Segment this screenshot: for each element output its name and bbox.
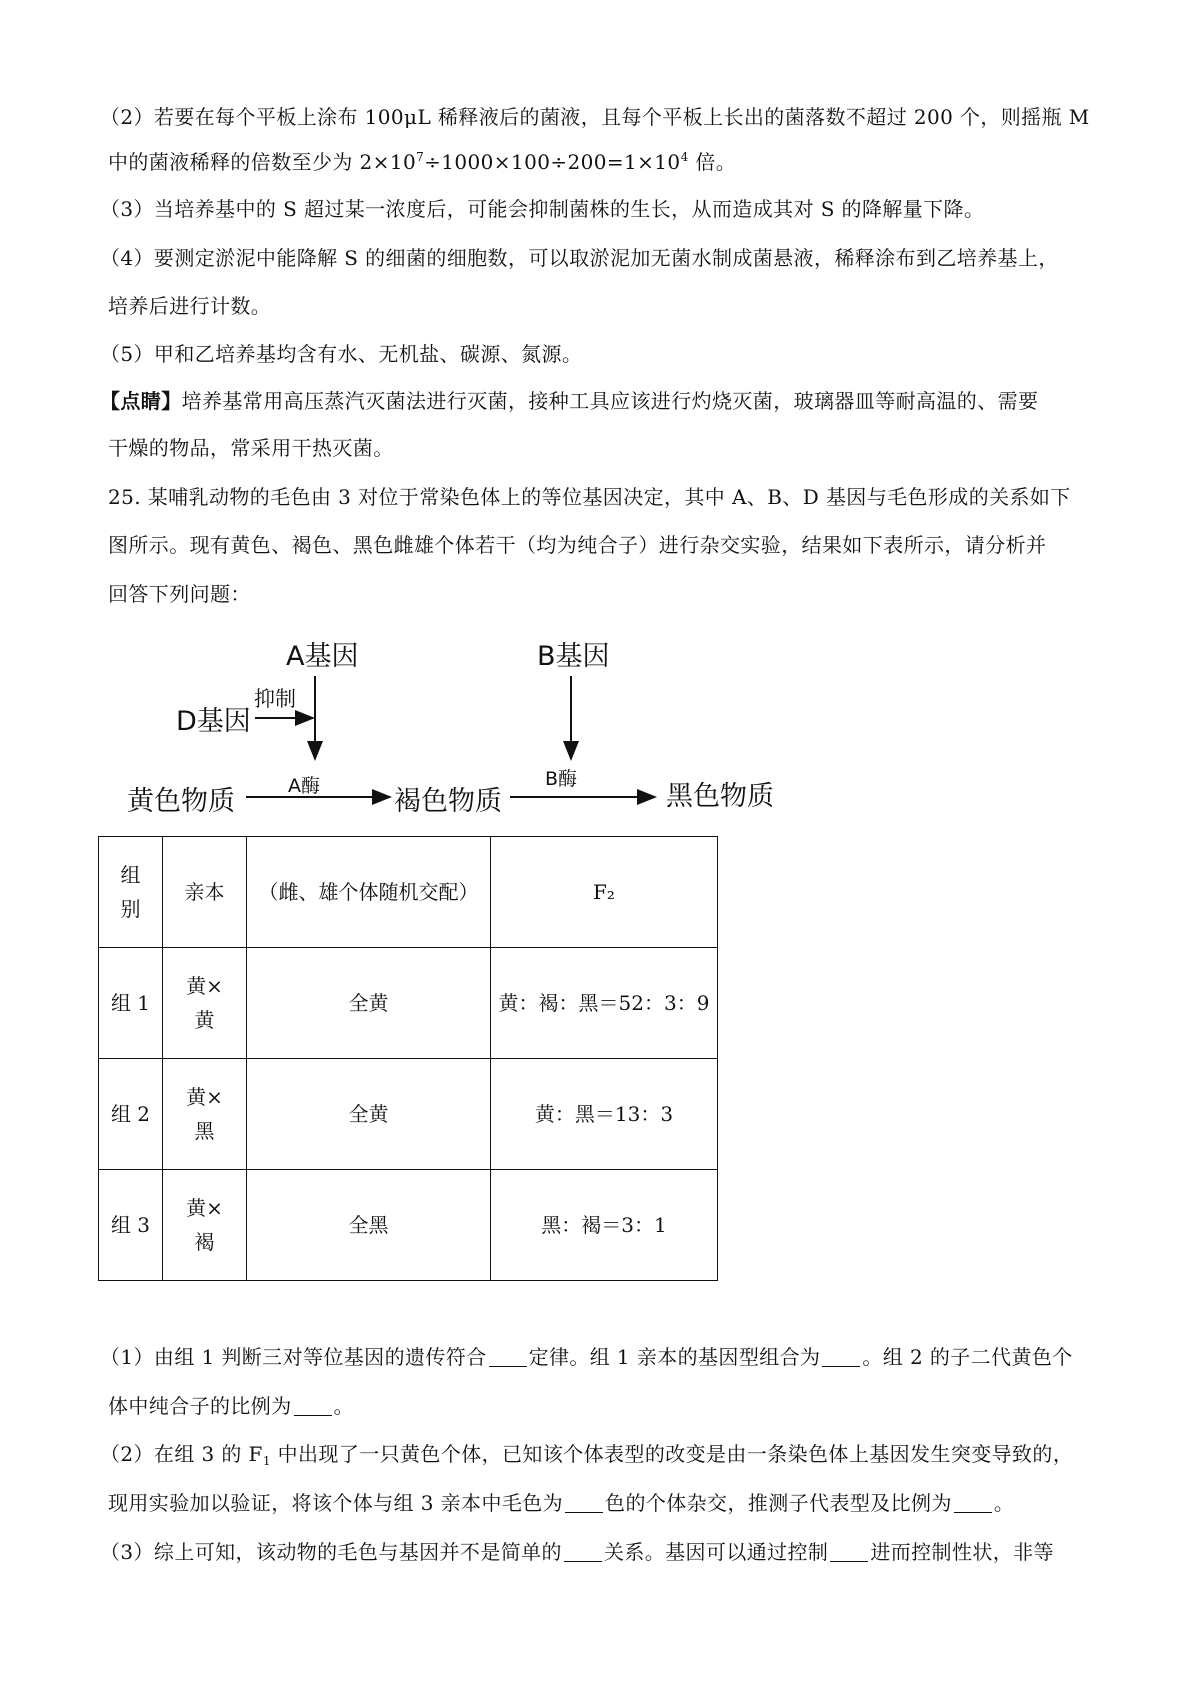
table-header-row: [99, 837, 718, 948]
q1-text-e: 。: [333, 1394, 355, 1418]
q3-text-c: 进而控制性状，非等: [870, 1540, 1054, 1564]
q2-text-a: （2）在组 3 的 F: [100, 1442, 263, 1466]
row-3-parents: [163, 1170, 247, 1281]
answer-blank[interactable]: [822, 1348, 860, 1367]
row-1-parents-b: 黄: [194, 1008, 215, 1032]
q3-text-b: 关系。基因可以通过控制: [603, 1540, 829, 1564]
question-2-line-1: [100, 1440, 1090, 1468]
paragraph-5: （5）甲和乙培养基均含有水、无机盐、碳源、氮源。: [100, 342, 583, 366]
row-3-parents-b: 褐: [194, 1230, 215, 1254]
row-2-f1: 全黄: [247, 1059, 491, 1170]
q3-text-a: （3）综上可知，该动物的毛色与基因并不是简单的: [100, 1540, 562, 1564]
row-1-group: 组 1: [99, 948, 163, 1059]
gene-d-label: D基因: [176, 706, 251, 737]
cross-experiment-table: [98, 836, 718, 1281]
p2-text-b: ÷1000×100÷200=1×10: [424, 150, 681, 174]
row-1-f2: 黄：褐：黑＝52：3：9: [491, 948, 718, 1059]
question-1-line-2: [108, 1392, 1098, 1420]
row-2-parents-b: 黑: [194, 1119, 215, 1143]
row-3-group: 组 3: [99, 1170, 163, 1281]
answer-blank[interactable]: [830, 1543, 868, 1562]
black-substance-label: 黑色物质: [666, 781, 774, 812]
enzyme-b-label: B酶: [545, 768, 578, 790]
q2-text-c: 现用实验加以验证，将该个体与组 3 亲本中毛色为: [108, 1491, 564, 1515]
question-25-line-3: 回答下列问题：: [108, 582, 251, 606]
question-25-line-1: 25. 某哺乳动物的毛色由 3 对位于常染色体上的等位基因决定，其中 A、B、D 基因与毛色形成的关系如下: [108, 485, 1071, 509]
q2-text-b: 中出现了一只黄色个体，已知该个体表型的改变是由一条染色体上基因发生突变导致的，: [270, 1442, 1074, 1466]
header-f2: F₂: [491, 837, 718, 948]
row-3-parents-a: 黄×: [186, 1196, 223, 1220]
brown-substance-label: 褐色物质: [394, 786, 502, 817]
q1-text-b: 定律。组 1 亲本的基因型组合为: [528, 1345, 821, 1369]
p2-text-a: 中的菌液稀释的倍数至少为 2×10: [108, 150, 417, 174]
enzyme-a-label: A酶: [288, 775, 320, 797]
p2-exponent-2: 4: [680, 150, 689, 164]
inhibit-label: 抑制: [254, 687, 296, 711]
header-group-text: 组 别: [120, 863, 141, 921]
q2-subscript: 1: [262, 1454, 271, 1468]
paragraph-4-line-2: 培养后进行计数。: [108, 294, 272, 318]
p2-text-c: 倍。: [688, 150, 737, 174]
gene-a-label: A基因: [286, 641, 359, 672]
row-2-group: 组 2: [99, 1059, 163, 1170]
question-3-line-1: [100, 1538, 1090, 1566]
answer-blank[interactable]: [294, 1397, 332, 1416]
header-group: [99, 837, 163, 948]
question-2-line-2: [108, 1489, 1098, 1517]
tip-line-2: 干燥的物品，常采用干热灭菌。: [108, 436, 394, 460]
row-1-parents: [163, 948, 247, 1059]
p2-exponent-1: 7: [416, 150, 425, 164]
q1-text-a: （1）由组 1 判断三对等位基因的遗传符合: [100, 1345, 487, 1369]
tip-label: 【点睛】: [100, 389, 182, 413]
row-1-f1: 全黄: [247, 948, 491, 1059]
q1-text-d: 体中纯合子的比例为: [108, 1394, 292, 1418]
gene-b-label: B基因: [537, 641, 610, 672]
paragraph-2-line-1: （2）若要在每个平板上涂布 100μL 稀释液后的菌液，且每个平板上长出的菌落数不超过 200 个，则摇瓶 M: [100, 105, 1090, 129]
answer-blank[interactable]: [565, 1494, 603, 1513]
table-row: [99, 1170, 718, 1281]
tip-text: 培养基常用高压蒸汽灭菌法进行灭菌，接种工具应该进行灼烧灭菌，玻璃器皿等耐高温的、需要: [181, 389, 1039, 413]
header-parents: 亲本: [163, 837, 247, 948]
row-3-f1: 全黑: [247, 1170, 491, 1281]
question-1-line-1: [100, 1343, 1090, 1371]
q2-text-e: 。: [993, 1491, 1015, 1515]
table-row: [99, 948, 718, 1059]
q1-text-c: 。组 2 的子二代黄色个: [862, 1345, 1073, 1369]
row-2-f2: 黄：黑＝13：3: [491, 1059, 718, 1170]
row-2-parents: [163, 1059, 247, 1170]
row-3-f2: 黑：褐＝3：1: [491, 1170, 718, 1281]
answer-blank[interactable]: [489, 1348, 527, 1367]
yellow-substance-label: 黄色物质: [127, 786, 235, 817]
header-f1: （雌、雄个体随机交配）: [247, 837, 491, 948]
question-25-line-2: 图所示。现有黄色、褐色、黑色雌雄个体若干（均为纯合子）进行杂交实验，结果如下表所示，请分析并: [108, 533, 1047, 557]
row-2-parents-a: 黄×: [186, 1085, 223, 1109]
q2-text-d: 色的个体杂交，推测子代表型及比例为: [605, 1491, 952, 1515]
row-1-parents-a: 黄×: [186, 974, 223, 998]
answer-blank[interactable]: [954, 1494, 992, 1513]
table-row: [99, 1059, 718, 1170]
answer-blank[interactable]: [564, 1543, 602, 1562]
paragraph-4-line-1: （4）要测定淤泥中能降解 S 的细菌的细胞数，可以取淤泥加无菌水制成菌悬液，稀释涂布到乙培养基上，: [100, 246, 1059, 270]
paragraph-3: （3）当培养基中的 S 超过某一浓度后，可能会抑制菌株的生长，从而造成其对 S 的降解量下降。: [100, 197, 985, 221]
